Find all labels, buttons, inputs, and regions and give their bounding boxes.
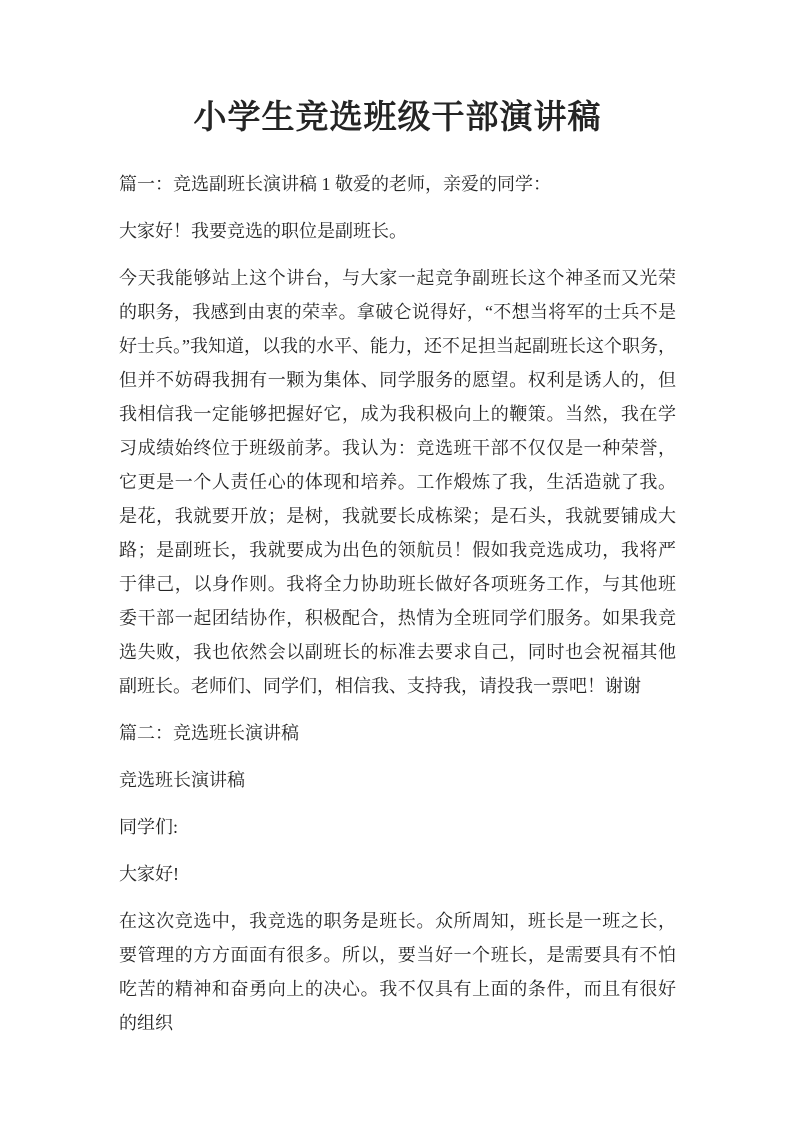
paragraph-section2-heading: 篇二：竞选班长演讲稿 — [119, 723, 299, 743]
paragraph-speech-body-1: 今天我能够站上这个讲台，与大家一起竞争副班长这个神圣而又光荣的职务，我感到由衷的荣幸。拿破仑说得好，“不想当将军的士兵不是好士兵。”我知道，以我的水平、能力，还不足担当起副班长这个职务，但并不妨碍我拥有一颗为集体、同学服务的愿望。权利是诱人的，但我相信我一定能够把握好它，成为我积极向上的鞭策。当然，我在学习成绩始终位于班级前茅。我认为：竞选班干部不仅仅是一种荣誉，它更是一个人责任心的体现和培养。工作煅炼了我，生活造就了我。是花，我就要开放；是树，我就要长成栋梁；是石头，我就要铺成大路；是副班长，我就要成为出色的领航员！假如我竞选成功，我将严于律己，以身作则。我将全力协助班长做好各项班务工作，与其他班委干部一起团结协作，积极配合，热情为全班同学们服务。如果我竞选失败，我也依然会以副班长的标准去要求自己，同时也会祝福其他副班长。老师们、同学们，相信我、支持我，请投我一票吧！谢谢 — [119, 268, 676, 696]
paragraph-greeting-2: 大家好! — [119, 864, 179, 884]
paragraph-salutation-2: 同学们: — [119, 817, 179, 837]
paragraph-greeting-1: 大家好！我要竞选的职位是副班长。 — [119, 221, 407, 241]
paragraph-speech-body-2: 在这次竞选中，我竞选的职务是班长。众所周知，班长是一班之长，要管理的方方面面有很多。所以，要当好一个班长，是需要具有不怕吃苦的精神和奋勇向上的决心。我不仅具有上面的条件，而且有很好的组织 — [119, 911, 676, 1033]
paragraph-section1-heading: 篇一：竞选副班长演讲稿 1 敬爱的老师，亲爱的同学： — [119, 174, 551, 194]
document-title: 小学生竞选班级干部演讲稿 — [193, 100, 602, 136]
paragraph-speech-title-2: 竞选班长演讲稿 — [119, 770, 245, 790]
